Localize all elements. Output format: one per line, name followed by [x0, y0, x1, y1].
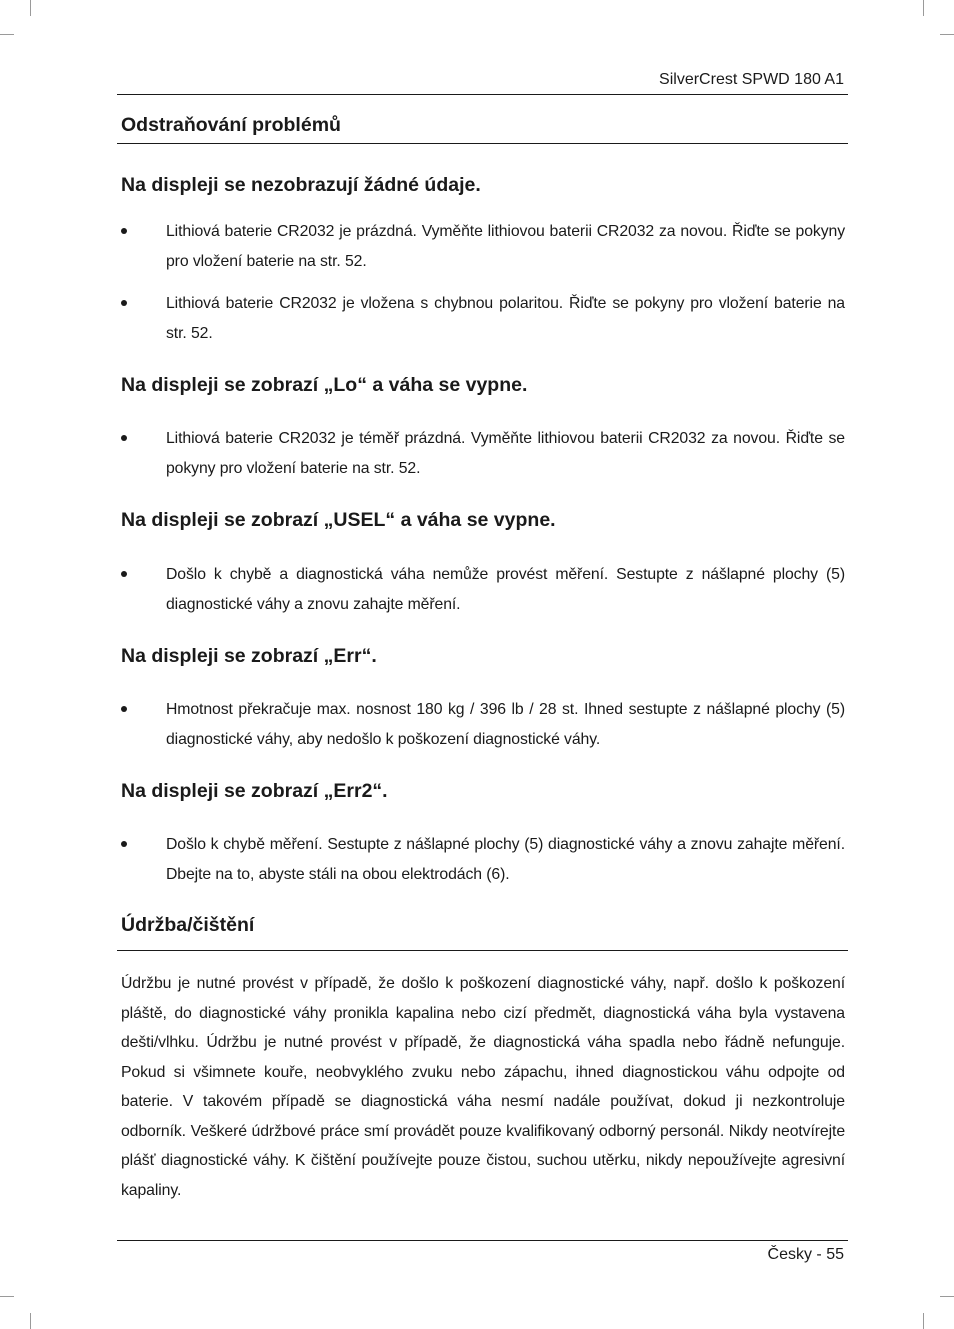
footer-rule	[117, 1240, 848, 1241]
bullet-item	[121, 424, 845, 484]
bullet-text: Lithiová baterie CR2032 je prázdná. Vyměňte lithiovou baterii CR2032 za novou. Řiďte se pokyny pro vložení baterie na str. 52.	[166, 223, 845, 270]
title-rule	[117, 950, 848, 951]
bullet-item	[121, 217, 845, 277]
bullet-icon	[121, 841, 127, 847]
title-rule	[117, 143, 848, 144]
bullet-icon	[121, 706, 127, 712]
bullet-text: Došlo k chybě měření. Sestupte z nášlapné plochy (5) diagnostické váhy a znovu zahajte měření. Dbejte na to, abyste stáli na obou elektrodách (6).	[166, 836, 845, 883]
section-heading: Na displeji se zobrazí „USEL“ a váha se vypne.	[121, 509, 556, 531]
maintenance-title: Údržba/čištění	[121, 914, 255, 936]
header-rule	[117, 94, 848, 95]
bullet-text: Došlo k chybě a diagnostická váha nemůže provést měření. Sestupte z nášlapné plochy (5) diagnostické váhy a znovu zahajte měření.	[166, 566, 845, 613]
bullet-text: Hmotnost překračuje max. nosnost 180 kg / 396 lb / 28 st. Ihned sestupte z nášlapné plochy (5) diagnostické váhy, aby nedošlo k poškození diagnostické váhy.	[166, 701, 845, 748]
bullet-text: Lithiová baterie CR2032 je vložena s chybnou polaritou. Řiďte se pokyny pro vložení baterie na str. 52.	[166, 295, 845, 342]
bullet-text: Lithiová baterie CR2032 je téměř prázdná. Vyměňte lithiovou baterii CR2032 za novou. Řiďte se pokyny pro vložení baterie na str. 52.	[166, 430, 845, 477]
section-heading: Na displeji se zobrazí „Lo“ a váha se vypne.	[121, 374, 528, 396]
crop-mark	[940, 34, 954, 35]
crop-mark	[940, 1296, 954, 1297]
crop-mark	[923, 0, 924, 16]
bullet-icon	[121, 300, 127, 306]
crop-mark	[30, 0, 31, 16]
crop-mark	[0, 34, 14, 35]
crop-mark	[0, 1296, 14, 1297]
section-heading: Na displeji se zobrazí „Err2“.	[121, 780, 388, 802]
bullet-icon	[121, 228, 127, 234]
troubleshooting-title: Odstraňování problémů	[121, 114, 341, 136]
crop-mark	[30, 1313, 31, 1329]
maintenance-paragraph: Údržbu je nutné provést v případě, že došlo k poškození diagnostické váhy, např. došlo k poškození pláště, do diagnostické váhy pronikla kapalina nebo cizí předmět, diagnostická váha byla vystavena dešti/vlhku. Údržbu je nutné provést v případě, že diagnostická váha spadla nebo řádně nefunguje. Pokud si všimnete kouře, neobvyklého zvuku nebo zápachu, ihned diagnostickou váhu odpojte od baterie. V takovém případě se diagnostická váha nesmí nadále používat, dokud ji nezkontroluje odborník. Veškeré údržbové práce smí provádět pouze kvalifikovaný odborný personál. Nikdy neotvírejte plášť diagnostické váhy. K čištění používejte pouze čistou, suchou utěrku, nikdy nepoužívejte agresivní kapaliny.	[121, 975, 845, 1199]
page-number: Česky - 55	[767, 1246, 844, 1263]
bullet-icon	[121, 435, 127, 441]
bullet-icon	[121, 571, 127, 577]
bullet-item	[121, 695, 845, 755]
crop-mark	[923, 1313, 924, 1329]
section-heading: Na displeji se zobrazí „Err“.	[121, 645, 377, 667]
bullet-item	[121, 560, 845, 620]
section-heading: Na displeji se nezobrazují žádné údaje.	[121, 174, 481, 196]
bullet-item	[121, 830, 845, 890]
header-product-name: SilverCrest SPWD 180 A1	[659, 71, 844, 88]
bullet-item	[121, 289, 845, 349]
